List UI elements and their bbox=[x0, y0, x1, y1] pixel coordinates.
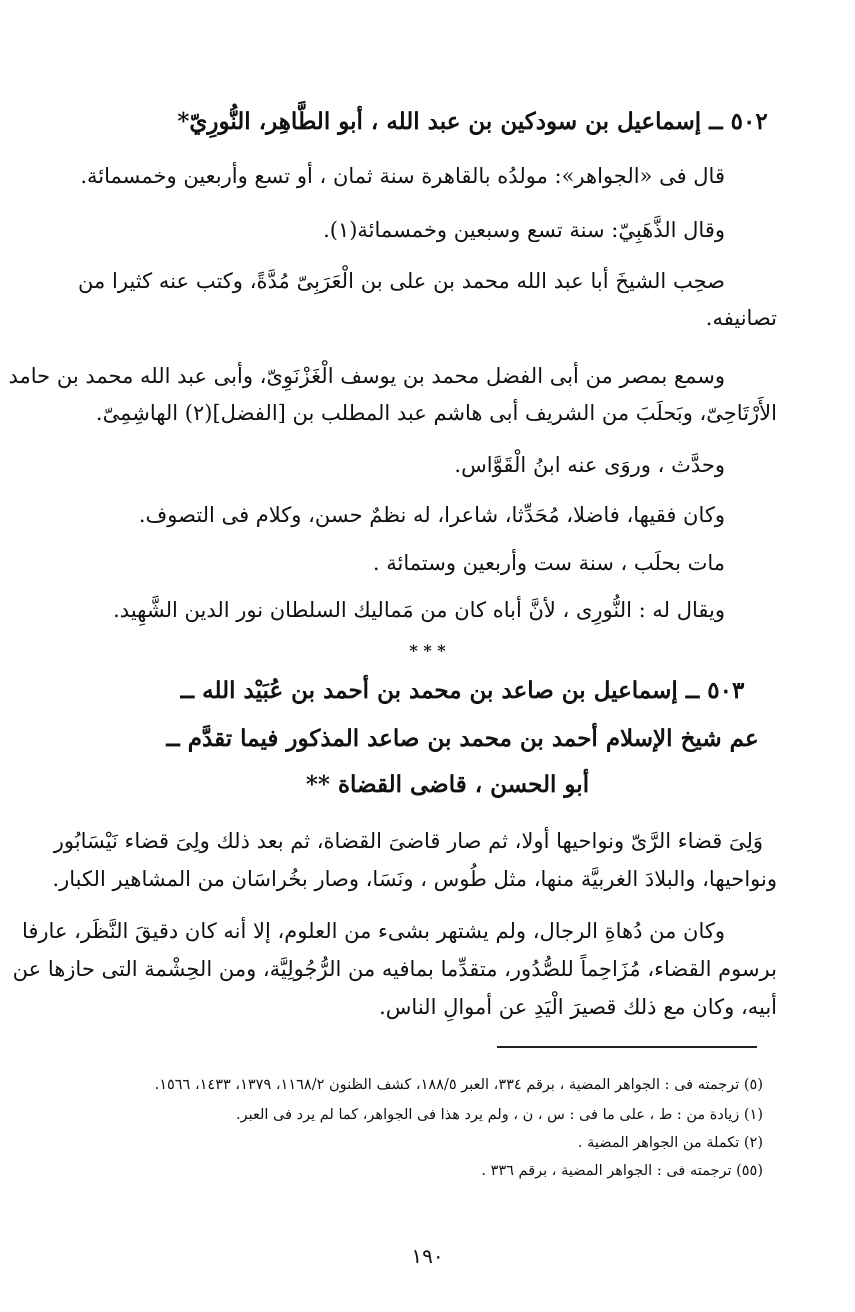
entry-503-heading-line2: عم شيخ الإسلام أحمد بن محمد بن صاعد المذكور فيما تقدَّم ــ bbox=[166, 725, 759, 752]
entry-502-birth: قال فى «الجواهر»: مولدُه بالقاهرة سنة ثمان ، أو تسع وأربعين وخمسمائة. bbox=[80, 164, 725, 188]
footnote-4: (٥٥) ترجمته فى : الجواهر المضية ، برقم ٣٣٦ . bbox=[481, 1163, 763, 1179]
entry-502-death: مات بحلَب ، سنة ست وأربعين وستمائة . bbox=[372, 551, 725, 575]
entry-502-heard-line2: الأَرْتَاحِىّ، وبَحلَبَ من الشريف أبى هاشم عبد المطلب بن [الفضل](٢) الهاشِمِىّ. bbox=[95, 401, 777, 425]
entry-502-dhahabi: وقال الذَّهَبِيّ: سنة تسع وسبعين وخمسمائة(١). bbox=[323, 218, 725, 242]
footnote-3: (٢) تكملة من الجواهر المضية . bbox=[577, 1135, 763, 1151]
entry-502-heading: ٥٠٢ ــ إسماعيل بن سودكين بن عبد الله ، أبو الطَّاهِر، النُّورِيّ* bbox=[177, 108, 768, 135]
entry-503-character-line3: أبيه، وكان مع ذلك قصيرَ الْيَدِ عن أموالِ الناس. bbox=[379, 995, 777, 1019]
entry-503-character-line2: برسوم القضاء، مُزَاحِماً للصُّدُور، متقدِّما بمافيه من الرُّجُولِيَّة، ومن الحِشْمة التى حازها عن bbox=[12, 957, 777, 981]
entry-502-nisba: ويقال له : النُّورِى ، لأنَّ أباه كان من مَماليك السلطان نور الدين الشَّهِيد. bbox=[113, 598, 725, 622]
entry-503-heading-line3: أبو الحسن ، قاضى القضاة ** bbox=[305, 771, 590, 798]
entry-503-character-line1: وكان من دُهاةِ الرجال، ولم يشتهر بشىء من العلوم، إلا أنه كان دقيقَ النَّظَر، عارفا bbox=[21, 919, 725, 943]
entry-503-judge-line2: ونواحيها، والبلادَ الغربيَّة منها، مثل طُوس ، ونَسَا، وصار بخُراسَان من المشاهير الكبار. bbox=[52, 867, 777, 891]
footnote-divider bbox=[497, 1046, 757, 1048]
entry-503-judge-line1: وَلِىَ قضاء الرَّىّ ونواحيها أولا، ثم صار قاضىَ القضاة، ثم بعد ذلك ولِىَ قضاء نَيْسَابُور bbox=[53, 829, 763, 853]
entry-503-heading-line1: ٥٠٣ ــ إسماعيل بن صاعد بن محمد بن أحمد بن عُبَيْد الله ــ bbox=[180, 677, 745, 704]
page-number: ١٩٠ bbox=[411, 1244, 444, 1268]
entry-502-narrated: وحدَّث ، وروَى عنه ابنُ الْقَوَّاس. bbox=[454, 453, 725, 477]
section-separator: * * * bbox=[409, 641, 446, 660]
entry-502-companion-line1: صحِب الشيخَ أبا عبد الله محمد بن على بن الْعَرَبِىّ مُدَّةً، وكتب عنه كثيرا من bbox=[78, 269, 725, 293]
entry-502-character: وكان فقيها، فاضلا، مُحَدِّثا، شاعرا، له نظمٌ حسن، وكلام فى التصوف. bbox=[138, 503, 725, 527]
entry-502-companion-line2: تصانيفه. bbox=[705, 306, 777, 330]
footnote-1: (٥) ترجمته فى : الجواهر المضية ، برقم ٣٣٤، العبر ١٨٨/٥، كشف الظنون ١١٦٨/٢، ١٣٧٩، ١٤٣٣، ١٥٦٦. bbox=[154, 1077, 763, 1093]
footnote-2: (١) زيادة من : ط ، على ما فى : س ، ن ، ولم يرد هذا فى الجواهر، كما لم يرد فى العبر. bbox=[236, 1107, 763, 1123]
entry-502-heard-line1: وسمع بمصر من أبى الفضل محمد بن يوسف الْغَزْنَوِىّ، وأبى عبد الله محمد بن حامد bbox=[8, 364, 725, 388]
